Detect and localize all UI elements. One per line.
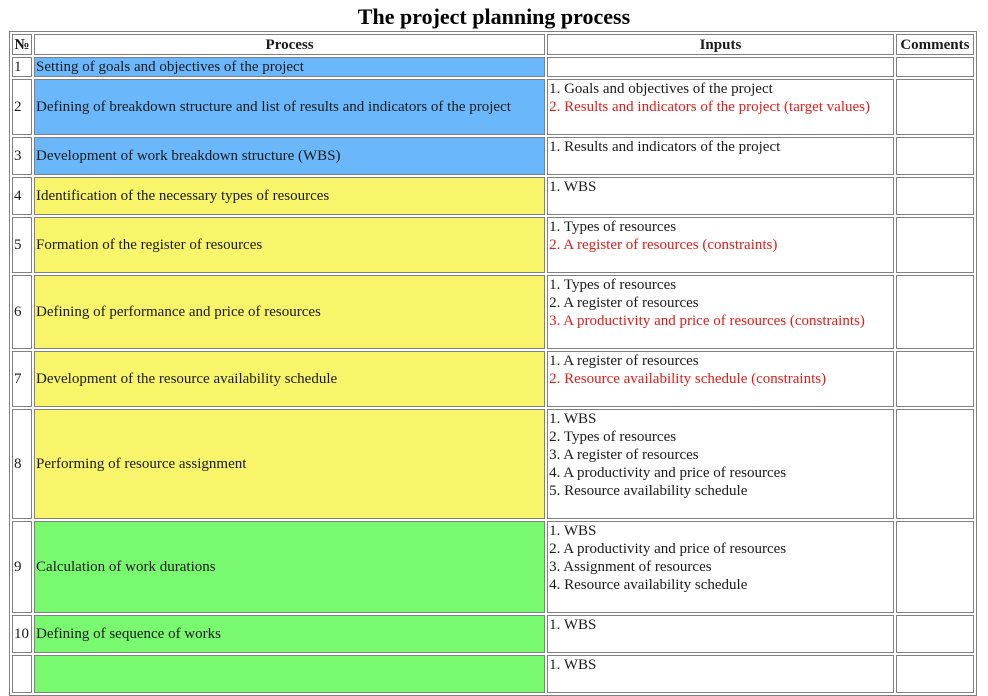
input-item: 2. A register of resources (constraints) bbox=[549, 237, 778, 253]
row-number: 2 bbox=[12, 79, 32, 135]
input-item: 5. Resource availability schedule bbox=[549, 483, 748, 499]
header-process: Process bbox=[34, 34, 545, 55]
process-cell: Performing of resource assignment bbox=[34, 409, 545, 519]
row-number: 3 bbox=[12, 137, 32, 175]
input-item: 1. WBS bbox=[549, 657, 597, 673]
inputs-cell bbox=[547, 217, 894, 273]
process-cell: Defining of breakdown structure and list of results and indicators of the project bbox=[34, 79, 545, 135]
row-number bbox=[12, 655, 32, 693]
input-item: 1. WBS bbox=[549, 411, 597, 427]
inputs-cell bbox=[547, 351, 894, 407]
comments-cell bbox=[896, 137, 974, 175]
comments-cell bbox=[896, 57, 974, 77]
input-item: 4. Resource availability schedule bbox=[549, 577, 748, 593]
header-num: № bbox=[12, 34, 32, 55]
inputs-cell bbox=[547, 275, 894, 349]
page-title: The project planning process bbox=[357, 4, 631, 29]
input-item: 1. Types of resources bbox=[549, 219, 677, 235]
process-cell: Setting of goals and objectives of the project bbox=[34, 57, 545, 77]
process-cell: Development of work breakdown structure (WBS) bbox=[34, 137, 545, 175]
comments-cell bbox=[896, 351, 974, 407]
inputs-cell bbox=[547, 655, 894, 693]
table-row bbox=[12, 177, 974, 215]
input-item: 1. Types of resources bbox=[549, 277, 677, 293]
inputs-cell bbox=[547, 521, 894, 613]
input-item: 2. Results and indicators of the project (target values) bbox=[549, 99, 870, 115]
comments-cell bbox=[896, 409, 974, 519]
inputs-cell bbox=[547, 615, 894, 653]
input-item: 1. WBS bbox=[549, 617, 597, 633]
row-number: 8 bbox=[12, 409, 32, 519]
input-item: 2. Types of resources bbox=[549, 429, 677, 445]
input-item: 3. A productivity and price of resources (constraints) bbox=[549, 313, 865, 329]
inputs-cell bbox=[547, 409, 894, 519]
input-item: 1. WBS bbox=[549, 523, 597, 539]
table-row bbox=[12, 615, 974, 653]
row-number: 4 bbox=[12, 177, 32, 215]
process-cell: Defining of performance and price of resources bbox=[34, 275, 545, 349]
input-item: 3. A register of resources bbox=[549, 447, 699, 463]
table-body bbox=[12, 57, 974, 693]
row-number: 5 bbox=[12, 217, 32, 273]
row-number: 1 bbox=[12, 57, 32, 77]
input-item: 1. WBS bbox=[549, 179, 597, 195]
input-item: 3. Assignment of resources bbox=[549, 559, 712, 575]
comments-cell bbox=[896, 521, 974, 613]
comments-cell bbox=[896, 177, 974, 215]
row-number: 9 bbox=[12, 521, 32, 613]
row-number: 6 bbox=[12, 275, 32, 349]
comments-cell bbox=[896, 275, 974, 349]
process-cell: Development of the resource availability schedule bbox=[34, 351, 545, 407]
process-cell bbox=[34, 655, 545, 693]
table-row bbox=[12, 137, 974, 175]
input-item: 2. A productivity and price of resources bbox=[549, 541, 787, 557]
table-row bbox=[12, 409, 974, 519]
inputs-cell bbox=[547, 137, 894, 175]
table-row bbox=[12, 275, 974, 349]
table-row bbox=[12, 217, 974, 273]
input-item: 2. A register of resources bbox=[549, 295, 699, 311]
header-row bbox=[12, 34, 974, 55]
inputs-cell bbox=[547, 79, 894, 135]
header-inputs: Inputs bbox=[547, 34, 894, 55]
process-cell: Defining of sequence of works bbox=[34, 615, 545, 653]
input-item: 2. Resource availability schedule (constraints) bbox=[549, 371, 827, 387]
header-comments: Comments bbox=[896, 34, 974, 55]
row-number: 10 bbox=[12, 615, 32, 653]
input-item: 4. A productivity and price of resources bbox=[549, 465, 787, 481]
process-cell: Identification of the necessary types of resources bbox=[34, 177, 545, 215]
input-item: 1. Results and indicators of the project bbox=[549, 139, 781, 155]
input-item: 1. A register of resources bbox=[549, 353, 699, 369]
comments-cell bbox=[896, 655, 974, 693]
table-row bbox=[12, 521, 974, 613]
comments-cell bbox=[896, 615, 974, 653]
inputs-cell bbox=[547, 57, 894, 77]
process-cell: Formation of the register of resources bbox=[34, 217, 545, 273]
comments-cell bbox=[896, 79, 974, 135]
input-item: 1. Goals and objectives of the project bbox=[549, 81, 773, 97]
table-row bbox=[12, 655, 974, 693]
process-cell: Calculation of work durations bbox=[34, 521, 545, 613]
inputs-cell bbox=[547, 177, 894, 215]
table-row bbox=[12, 79, 974, 135]
row-number: 7 bbox=[12, 351, 32, 407]
comments-cell bbox=[896, 217, 974, 273]
table-row bbox=[12, 57, 974, 77]
planning-table bbox=[9, 31, 977, 696]
table-row bbox=[12, 351, 974, 407]
